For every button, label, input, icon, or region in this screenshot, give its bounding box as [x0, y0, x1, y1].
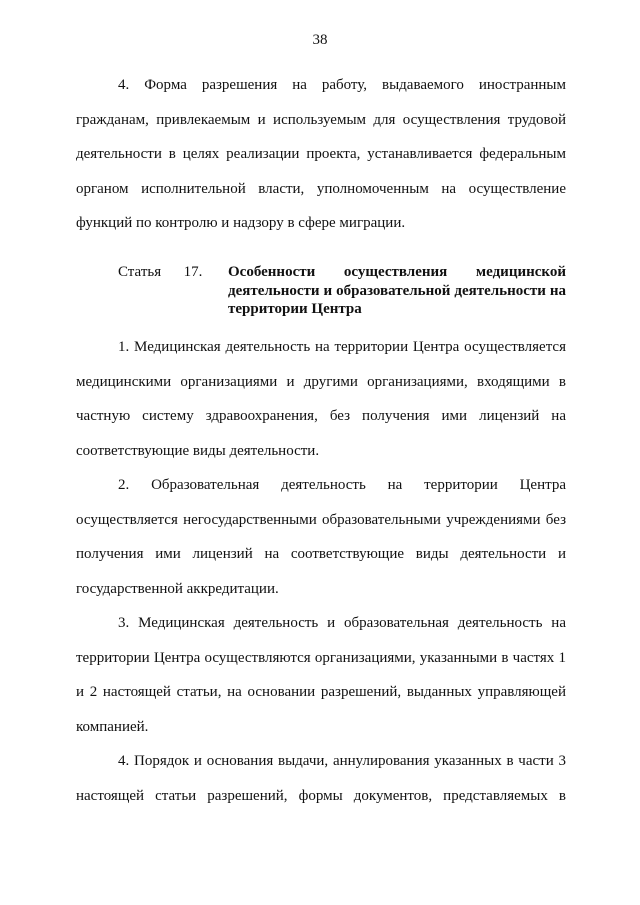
paragraph-work-permit-form: 4. Форма разрешения на работу, выдаваемого иностранным гражданам, привлекаемым и используемым для осуществления трудовой деятельности в целях реализации проекта, устанавливается федеральным органом исполнительной власти, уполномоченным на осуществление функций по контролю и надзору в сфере миграции. — [76, 77, 566, 231]
paragraph-permits: 3. Медицинская деятельность и образовательная деятельность на территории Центра осуществляются организациями, указанными в частях 1 и 2 настоящей статьи, на основании разрешений, выданных управляющей компанией. — [76, 615, 566, 735]
article-number: 17. — [183, 264, 203, 280]
paragraph-educational-activity: 2. Образовательная деятельность на территории Центра осуществляется негосударственными образовательными учреждениями без получения ими лицензий на соответствующие виды деятельности и государственной аккредитации. — [76, 477, 566, 597]
paragraph-medical-activity: 1. Медицинская деятельность на территории Центра осуществляется медицинскими организациями и другими организациями, входящими в частную систему здравоохранения, без получения ими лицензий на соответствующие виды деятельности. — [76, 339, 566, 459]
article-label: Статья — [118, 264, 162, 280]
article-title: Особенности осуществления медицинской деятельности и образовательной деятельности на территории Центра — [228, 264, 566, 317]
paragraph-issuance-procedure: 4. Порядок и основания выдачи, аннулирования указанных в части 3 настоящей статьи разрешений, формы документов, представляемых в — [76, 753, 566, 804]
article-heading — [118, 263, 566, 319]
page-number: 38 — [312, 32, 328, 48]
